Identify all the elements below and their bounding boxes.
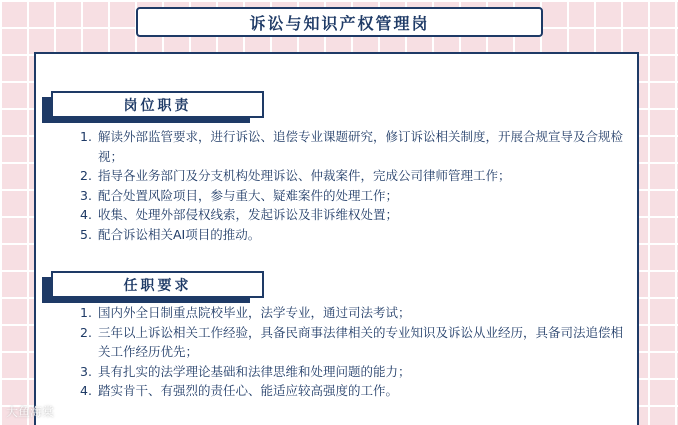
item-text: 三年以上诉讼相关工作经验，具备民商事法律相关的专业知识及诉讼从业经历，具备司法追偿相关工作经历优先； xyxy=(98,324,624,359)
duties-list xyxy=(80,127,632,244)
content-card xyxy=(34,52,639,425)
item-number: 3. xyxy=(80,187,92,203)
item-number: 2. xyxy=(80,324,92,340)
item-text: 踏实肯干、有强烈的责任心、能适应较高强度的工作。 xyxy=(98,383,399,398)
item-number: 5. xyxy=(80,226,92,242)
requirements-list xyxy=(80,303,632,401)
list-item xyxy=(80,186,632,206)
item-number: 1. xyxy=(80,129,92,144)
item-number: 3. xyxy=(80,363,92,379)
section-title-duties: 岗位职责 xyxy=(51,91,264,118)
list-item xyxy=(80,205,632,225)
item-number: 1. xyxy=(80,305,92,320)
section-title-requirements: 任职要求 xyxy=(51,271,264,298)
list-item xyxy=(80,303,632,323)
item-number: 2. xyxy=(80,168,92,183)
item-text: 具有扎实的法学理论基础和法律思维和处理问题的能力； xyxy=(98,363,411,379)
item-text: 国内外全日制重点院校毕业，法学专业，通过司法考试； xyxy=(98,305,411,320)
list-item xyxy=(80,362,632,382)
item-number: 4. xyxy=(80,207,92,222)
item-text: 指导各业务部门及分支机构处理诉讼、仲裁案件，完成公司律师管理工作； xyxy=(98,168,511,183)
section-header-duties xyxy=(42,91,292,121)
list-item xyxy=(80,225,632,245)
section-header-requirements xyxy=(42,271,292,301)
item-text: 收集、处理外部侵权线索，发起诉讼及非诉维权处置； xyxy=(98,207,399,222)
page-title: 诉讼与知识产权管理岗 xyxy=(136,7,543,37)
list-item xyxy=(80,381,632,401)
watermark: 大鱼海棠 xyxy=(6,405,55,419)
list-item xyxy=(80,166,632,186)
item-number: 4. xyxy=(80,383,92,398)
list-item xyxy=(80,127,632,166)
list-item xyxy=(80,323,632,362)
item-text: 解读外部监管要求，进行诉讼、追偿专业课题研究，修订诉讼相关制度，开展合规宣导及合规检视； xyxy=(98,129,624,164)
item-text: 配合处置风险项目，参与重大、疑难案件的处理工作； xyxy=(98,187,399,203)
item-text: 配合诉讼相关AI项目的推动。 xyxy=(98,226,261,242)
